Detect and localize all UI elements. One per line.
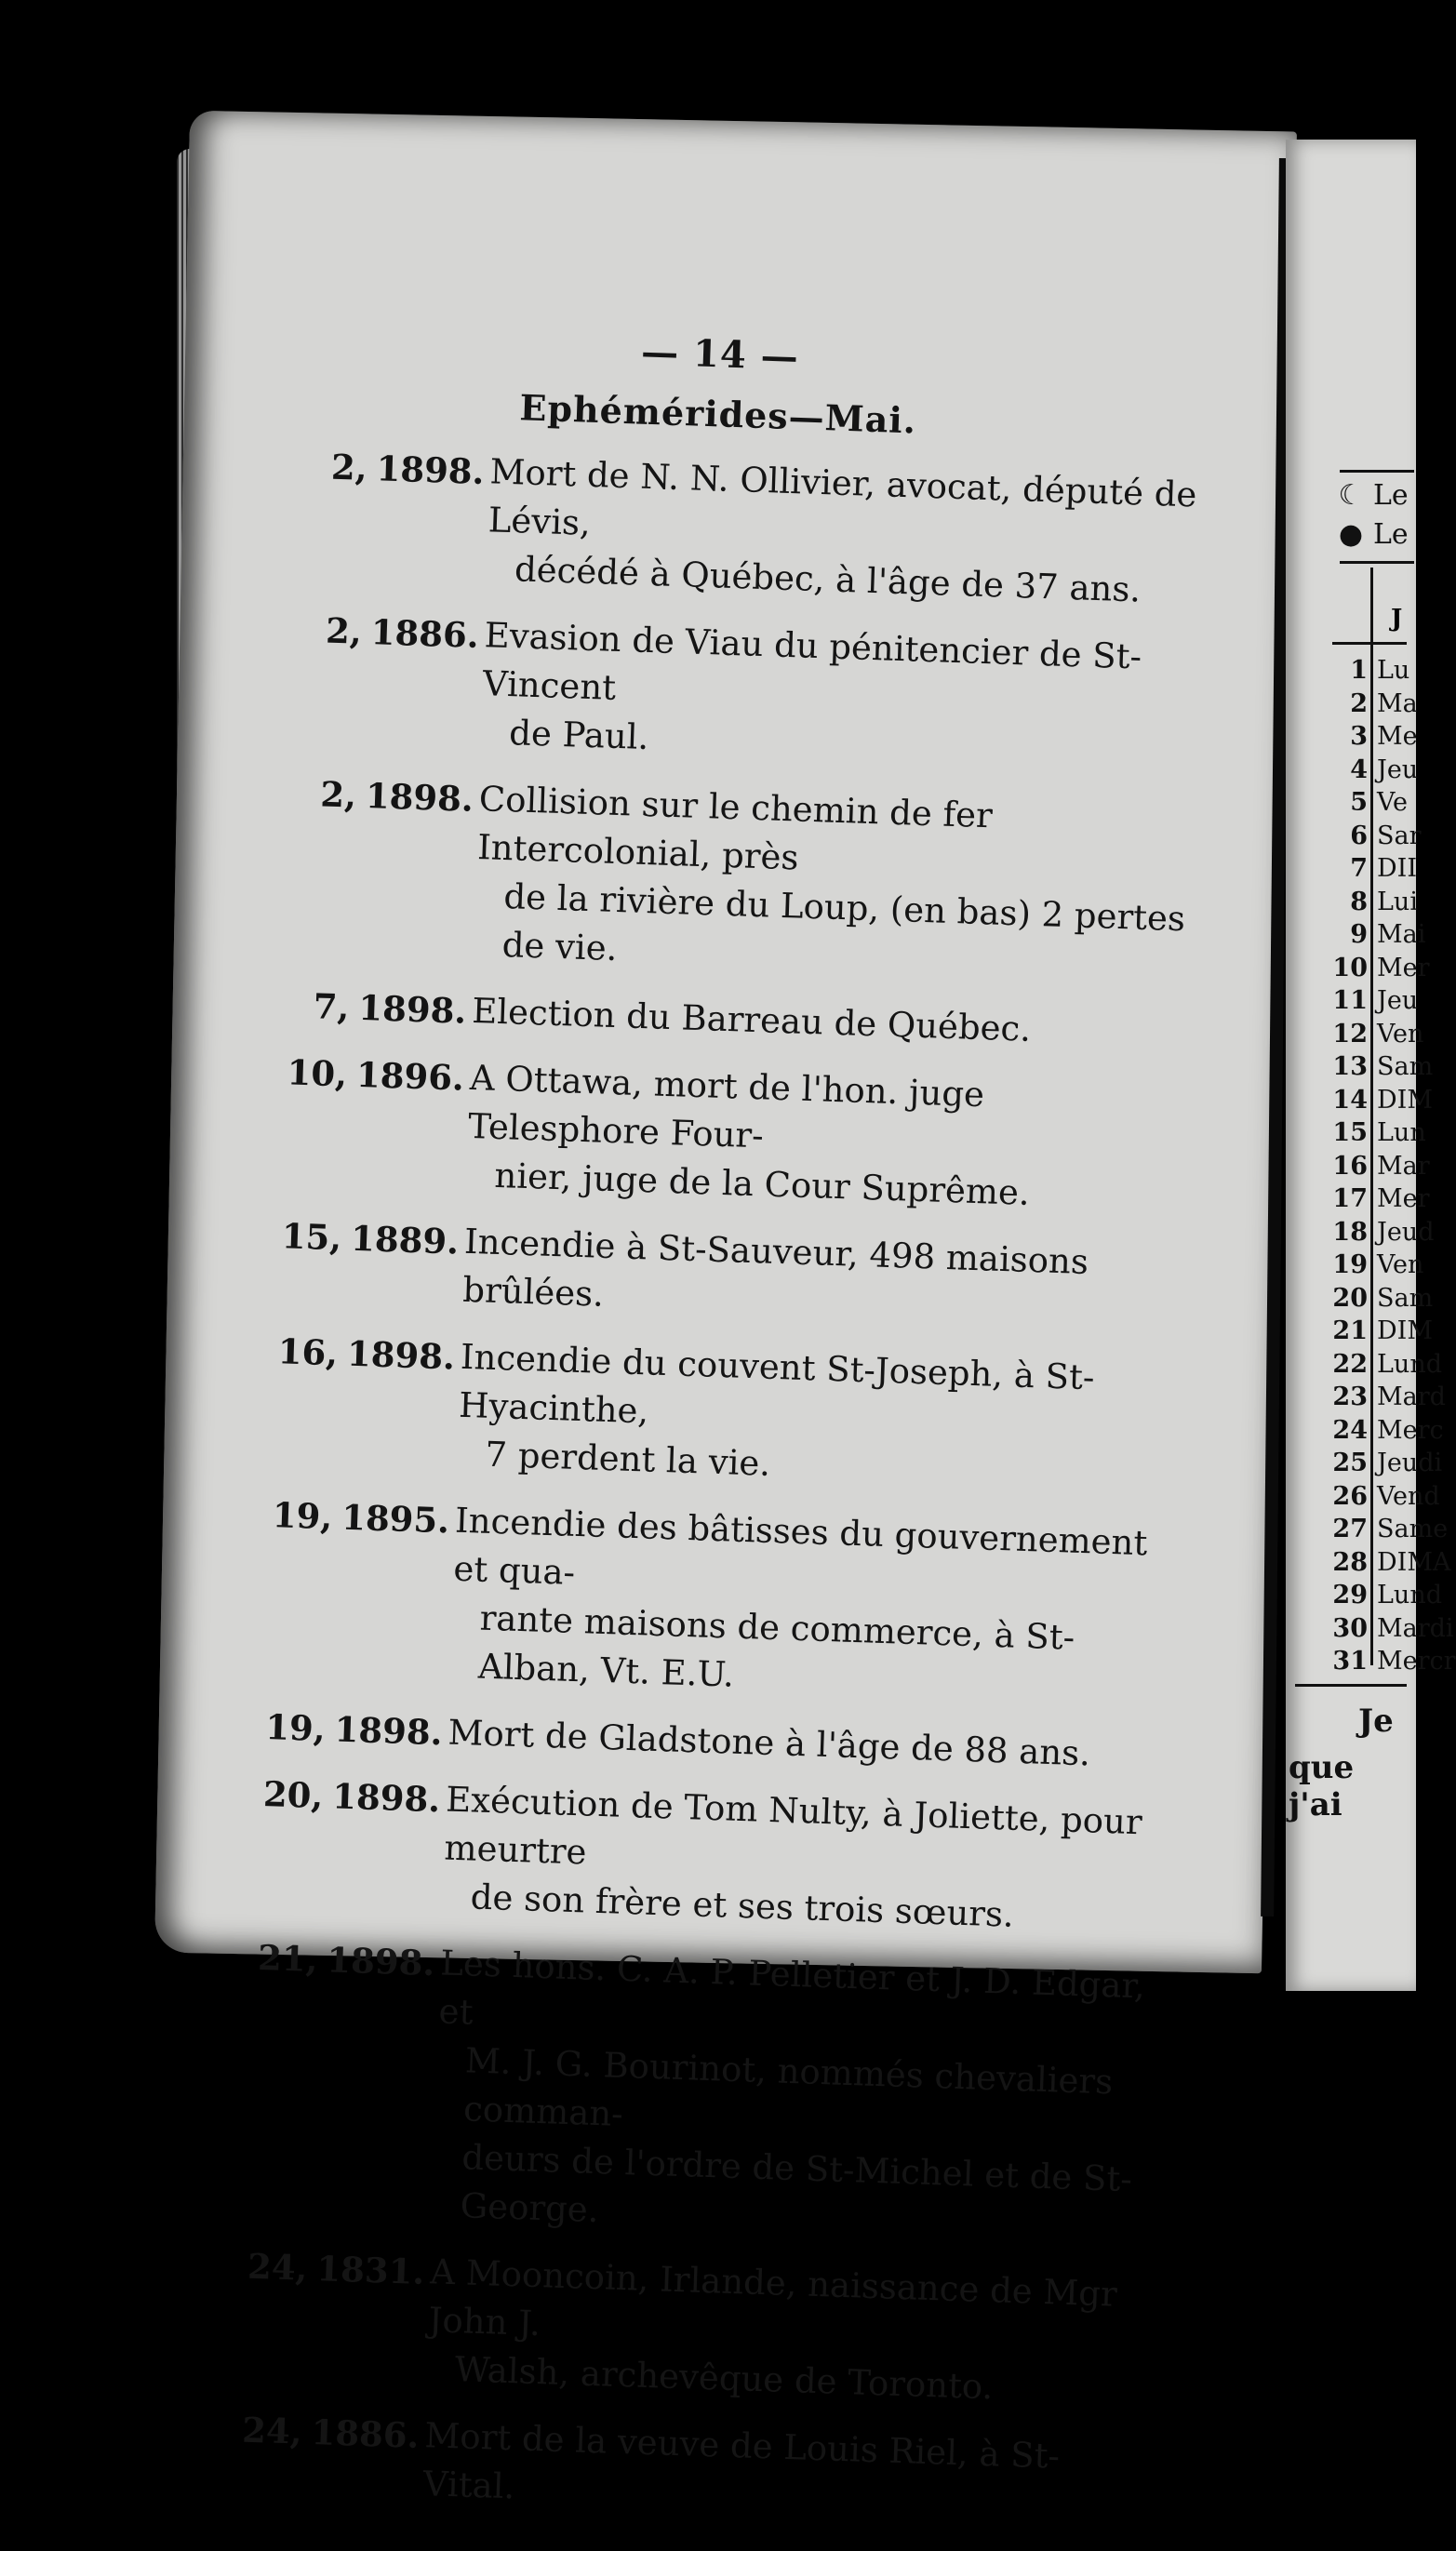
note-line: Je	[1358, 1703, 1394, 1740]
entry-text	[474, 775, 1194, 992]
full-moon-icon: ●	[1338, 518, 1364, 551]
entry-text	[486, 447, 1205, 616]
calendar-day-name: Jeud	[1377, 1217, 1435, 1247]
calendar-row	[1302, 1645, 1456, 1678]
calendar-day-name: Sar	[1377, 821, 1422, 850]
calendar-row	[1302, 786, 1414, 820]
moon-row	[1338, 515, 1409, 554]
calendar-day-name: Me	[1377, 722, 1418, 751]
calendar-row	[1302, 1282, 1434, 1316]
calendar-day-number: 12	[1332, 1019, 1368, 1048]
entry-text	[480, 611, 1199, 780]
calendar-day-number: 27	[1332, 1515, 1368, 1543]
calendar-day-number: 24	[1332, 1415, 1368, 1445]
rule-line	[1295, 1684, 1407, 1687]
calendar-day-name: Vend	[1377, 1481, 1440, 1511]
calendar-row	[1302, 1315, 1433, 1348]
entry-year: 1898.	[331, 1775, 441, 1821]
calendar-day-name: Merc	[1377, 1415, 1444, 1445]
entry-text	[442, 1775, 1161, 1943]
entry-day: 2,	[330, 446, 368, 488]
note-line: que j'ai	[1289, 1749, 1355, 1823]
crescent-moon-icon: ☾	[1338, 479, 1364, 512]
entry-line: A Mooncoin, Irlande, naissance de Mgr John J.	[427, 2251, 1118, 2344]
entry-year: 1898.	[326, 1939, 436, 1984]
calendar-day-name: DII	[1377, 854, 1417, 883]
calendar-row	[1302, 852, 1417, 886]
entry-year: 1898.	[333, 1708, 444, 1754]
calendar-row	[1302, 1546, 1451, 1580]
ephemeris-entry	[204, 1046, 1185, 1223]
ephemeris-entry	[169, 1930, 1155, 2253]
entry-line: Exécution de Tom Nulty, à Joliette, pour meurtre	[443, 1779, 1143, 1873]
entry-year: 1895.	[341, 1496, 450, 1542]
calendar-day-number: 19	[1332, 1250, 1368, 1279]
entry-year: 1886.	[370, 611, 480, 656]
ephemeris-entry	[160, 2403, 1140, 2532]
calendar-day-number: 5	[1350, 788, 1368, 817]
entry-day: 2,	[325, 609, 363, 652]
page-number: — 14 —	[640, 329, 800, 380]
calendar-day-number: 6	[1350, 821, 1368, 850]
calendar-day-number: 21	[1332, 1316, 1368, 1345]
calendar-row	[1302, 1050, 1434, 1084]
ephemeris-entry	[185, 1700, 1163, 1781]
calendar-day-number: 13	[1332, 1052, 1368, 1081]
entry-line: Incendie des bâtisses du gouvernement et qua-	[452, 1500, 1148, 1593]
entry-text	[426, 2248, 1145, 2416]
entry-line: de la rivière du Loup, (en bas) 2 pertes de vie.	[501, 876, 1186, 969]
entry-line: rante maisons de commerce, à St-Alban, Vt. E.U.	[477, 1597, 1075, 1695]
calendar-day-number: 31	[1332, 1647, 1368, 1676]
ephemeris-entry	[223, 439, 1205, 617]
entry-day: 24,	[247, 2245, 309, 2289]
ephemeris-entry	[219, 603, 1200, 781]
entry-line: Les hons. C. A. P. Pelletier et J. D. Edgar, et	[438, 1943, 1146, 2033]
entry-line: décédé à Québec, à l'âge de 37 ans.	[514, 549, 1142, 610]
calendar-row	[1302, 1612, 1454, 1646]
entry-line: Mort de la veuve de Louis Riel, à St-Vital.	[422, 2415, 1061, 2507]
calendar-day-number: 1	[1350, 656, 1368, 685]
ephemeris-entry	[180, 1767, 1161, 1944]
calendar-day-name: Mai	[1377, 920, 1426, 949]
entry-line: Evasion de Viau du pénitencier de St-Vincent	[482, 615, 1142, 708]
entry-line: de son frère et ses trois sœurs.	[470, 1877, 1015, 1935]
calendar-column-header: J	[1391, 605, 1403, 633]
section-title: Ephémérides—Mai.	[518, 386, 917, 442]
entry-line: A Ottawa, mort de l'hon. juge Telesphore Four-	[467, 1057, 985, 1156]
calendar-day-number: 18	[1332, 1217, 1368, 1247]
calendar-day-number: 11	[1332, 986, 1368, 1015]
calendar-day-name: DIM	[1377, 1085, 1433, 1115]
moon-phase-block	[1338, 476, 1409, 554]
calendar-row	[1302, 1182, 1430, 1216]
entry-day: 21,	[257, 1936, 319, 1980]
calendar-row	[1302, 886, 1418, 919]
calendar-day-number: 17	[1332, 1184, 1368, 1213]
entry-year: 1886.	[310, 2411, 421, 2456]
calendar-row	[1302, 688, 1418, 721]
entry-day: 15,	[281, 1215, 342, 1259]
entry-year: 1831.	[315, 2248, 426, 2292]
calendar-day-number: 23	[1332, 1382, 1368, 1411]
entry-text	[457, 1333, 1176, 1502]
ephemeris-entry	[164, 2239, 1145, 2417]
calendar-day-number: 25	[1332, 1449, 1368, 1477]
entry-day: 24,	[241, 2409, 303, 2452]
month-calendar	[1302, 654, 1456, 1678]
calendar-row	[1302, 1018, 1424, 1051]
entry-year: 1898.	[365, 775, 474, 820]
entry-day: 16,	[277, 1330, 339, 1374]
calendar-day-name: Ven	[1377, 1019, 1424, 1048]
ephemerides-list	[160, 439, 1205, 2532]
calendar-day-number: 28	[1332, 1547, 1368, 1577]
calendar-day-name: Mer	[1377, 1184, 1430, 1213]
calendar-row	[1302, 1579, 1442, 1612]
entry-line: nier, juge de la Cour Suprême.	[493, 1155, 1031, 1213]
entry-text	[422, 2411, 1140, 2531]
calendar-day-number: 8	[1350, 887, 1368, 916]
calendar-day-number: 20	[1332, 1283, 1368, 1313]
calendar-day-number: 29	[1332, 1581, 1368, 1609]
entry-day: 2,	[319, 773, 357, 816]
entry-text	[432, 1939, 1155, 2252]
entry-line: Incendie du couvent St-Joseph, à St-Hyacinthe,	[458, 1336, 1096, 1432]
ephemeris-entry	[209, 979, 1187, 1060]
entry-year: 1898.	[357, 986, 467, 1032]
calendar-row	[1302, 1116, 1426, 1150]
calendar-day-number: 10	[1332, 953, 1368, 982]
entry-text	[472, 987, 1187, 1059]
calendar-day-number: 9	[1350, 920, 1368, 949]
calendar-row	[1302, 820, 1422, 853]
calendar-day-number: 14	[1332, 1085, 1368, 1115]
calendar-row	[1302, 984, 1419, 1018]
calendar-day-name: Ven	[1377, 1250, 1424, 1279]
entry-text	[447, 1709, 1163, 1781]
entry-line: Collision sur le chemin de fer Intercolonial, près	[476, 779, 994, 878]
calendar-row	[1302, 720, 1418, 754]
calendar-day-number: 3	[1350, 722, 1368, 751]
entry-line: M. J. G. Bourinot, nommés chevaliers comman-	[462, 2040, 1114, 2134]
calendar-day-name: Same	[1377, 1515, 1449, 1543]
ephemeris-entry	[211, 767, 1194, 993]
entry-line: Mort de N. N. Ollivier, avocat, député de Lévis,	[488, 451, 1198, 543]
rule-line	[1340, 470, 1414, 473]
calendar-day-name: Lund	[1377, 1349, 1442, 1379]
calendar-day-name: DIMA	[1377, 1547, 1451, 1577]
entry-line: de Paul.	[508, 713, 650, 758]
entry-line: Incendie à St-Sauveur, 498 maisons brûlées.	[461, 1221, 1089, 1315]
calendar-day-name: Lu	[1377, 656, 1410, 685]
moon-row	[1338, 476, 1409, 515]
calendar-row	[1302, 1084, 1433, 1117]
entry-day: 10,	[286, 1051, 348, 1095]
entry-text	[462, 1218, 1180, 1338]
calendar-day-number: 16	[1332, 1151, 1368, 1181]
calendar-day-name: Lun	[1377, 1118, 1426, 1147]
calendar-day-name: Ve	[1377, 788, 1408, 817]
calendar-row	[1302, 754, 1419, 787]
calendar-row	[1302, 1513, 1449, 1546]
entry-line: Walsh, archevêque de Toronto.	[454, 2349, 995, 2408]
calendar-day-name: Ma	[1377, 688, 1418, 718]
entry-day: 7,	[313, 985, 351, 1028]
rule-line	[1332, 642, 1407, 645]
calendar-day-name: Jeu	[1377, 986, 1419, 1015]
calendar-day-number: 22	[1332, 1349, 1368, 1379]
calendar-day-name: Jeudi	[1377, 1449, 1443, 1477]
calendar-day-name: Mer	[1377, 953, 1430, 982]
calendar-day-name: Sam	[1377, 1283, 1434, 1313]
calendar-row	[1302, 918, 1426, 952]
ephemeris-entry	[200, 1209, 1180, 1338]
entry-year: 1898.	[346, 1332, 456, 1378]
calendar-row	[1302, 1348, 1442, 1382]
entry-year: 1898.	[375, 447, 486, 493]
calendar-day-name: Jeu	[1377, 755, 1419, 784]
entry-line: Mort de Gladstone à l'âge de 88 ans.	[447, 1712, 1091, 1774]
entry-line: deurs de l'ordre de St-Michel et de St-George.	[460, 2137, 1133, 2231]
calendar-day-name: Mar	[1377, 1151, 1430, 1181]
rule-line	[1340, 561, 1414, 564]
calendar-row	[1302, 1480, 1440, 1514]
entry-text	[466, 1054, 1185, 1222]
entry-line: 7 perdent la vie.	[484, 1434, 771, 1484]
moon-row-text: Le	[1373, 479, 1409, 512]
entry-day: 19,	[264, 1706, 327, 1750]
calendar-day-name: Lui	[1377, 887, 1418, 916]
calendar-row	[1302, 654, 1414, 688]
calendar-day-name: Mercr	[1377, 1647, 1456, 1676]
entry-line: Election du Barreau de Québec.	[471, 990, 1032, 1049]
calendar-day-number: 26	[1332, 1481, 1368, 1511]
calendar-day-number: 30	[1332, 1613, 1368, 1643]
calendar-row	[1302, 1414, 1444, 1448]
entry-day: 20,	[262, 1772, 325, 1817]
entry-year: 1896.	[355, 1053, 465, 1099]
calendar-row	[1302, 1150, 1430, 1183]
calendar-day-name: Sam	[1377, 1052, 1434, 1081]
calendar-row	[1302, 1249, 1424, 1282]
ephemeris-entry	[187, 1488, 1169, 1714]
ephemeris-entry	[194, 1324, 1176, 1502]
calendar-day-name: Mard	[1377, 1382, 1446, 1411]
left-page-content	[159, 316, 1209, 2551]
calendar-row	[1302, 1447, 1443, 1480]
calendar-day-number: 4	[1350, 755, 1368, 784]
moon-row-text: Le	[1373, 518, 1409, 551]
calendar-day-number: 7	[1350, 854, 1368, 883]
calendar-row	[1302, 1216, 1435, 1249]
entry-day: 19,	[272, 1494, 334, 1538]
entry-year: 1889.	[350, 1217, 460, 1262]
calendar-row	[1302, 1381, 1446, 1414]
calendar-day-name: Mardi	[1377, 1613, 1454, 1643]
calendar-day-number: 2	[1350, 688, 1368, 718]
calendar-row	[1302, 952, 1430, 985]
calendar-day-name: Lund	[1377, 1581, 1442, 1609]
calendar-day-name: DIM	[1377, 1316, 1433, 1345]
calendar-day-number: 15	[1332, 1118, 1368, 1147]
entry-text	[449, 1497, 1169, 1714]
